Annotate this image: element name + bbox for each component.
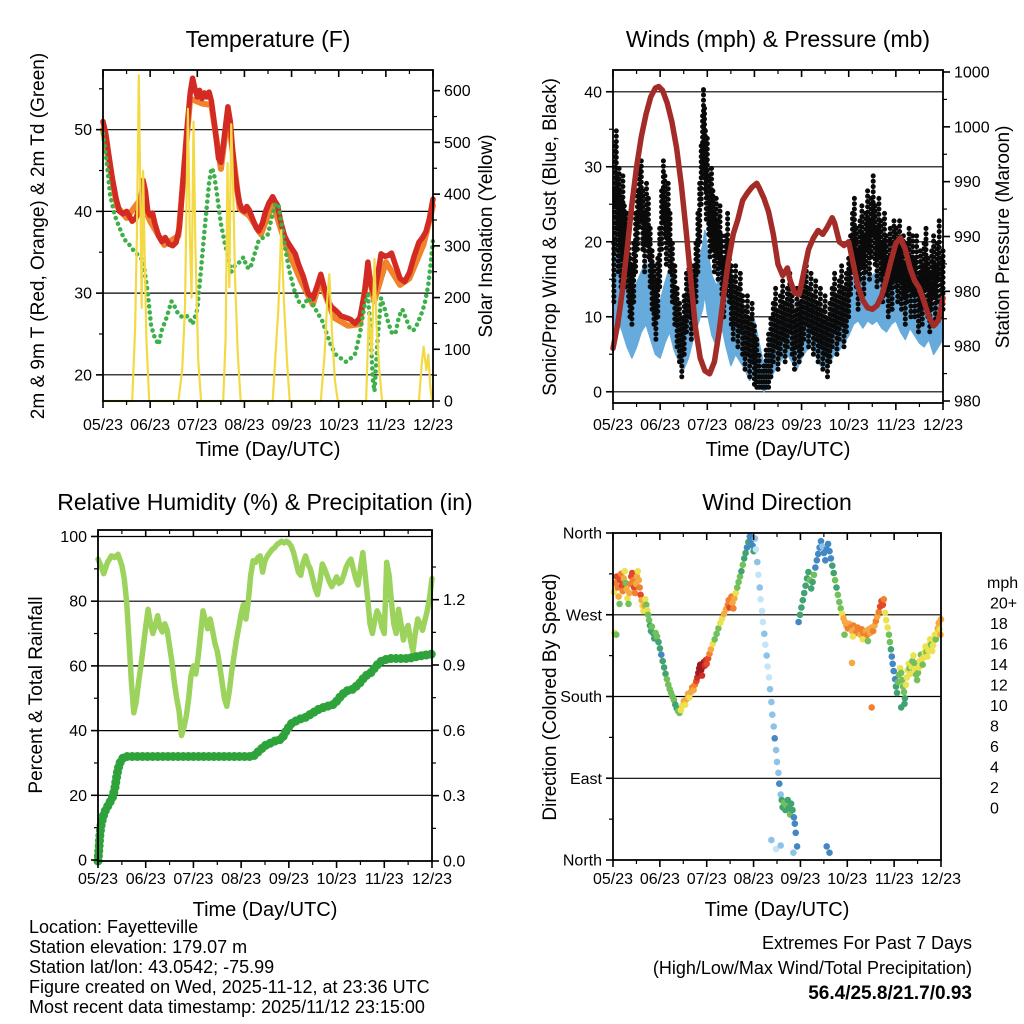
x-tick-label: 06/23 — [639, 871, 680, 888]
direction-dot — [657, 645, 664, 652]
speed-colorbar — [990, 596, 1017, 818]
direction-dot — [763, 652, 770, 659]
y2-tick-label: 1.2 — [443, 592, 466, 610]
direction-dot — [794, 843, 801, 850]
y2-tick-label: 990 — [954, 174, 981, 192]
station-latlon: Station lat/lon: 43.0542; -75.99 — [29, 957, 275, 977]
direction-dot — [768, 699, 775, 706]
direction-dot — [733, 590, 740, 597]
direction-dot — [774, 759, 781, 766]
series-t2m-red — [103, 78, 433, 323]
series-direction-dots — [611, 533, 945, 856]
y-tick-label: North — [562, 852, 602, 870]
x-tick-label: 11/23 — [876, 417, 916, 434]
direction-dot — [914, 677, 921, 684]
temperature-right-axis-label: Solar Insolation (Yellow) — [476, 134, 497, 338]
x-tick-label: 09/23 — [271, 417, 312, 434]
direction-dot — [826, 849, 833, 856]
x-tick-label: 08/23 — [224, 417, 265, 434]
colorbar-label: 14 — [990, 657, 1008, 675]
temperature-x-axis-label: Time (Day/UTC) — [195, 439, 341, 461]
x-tick-label: 11/23 — [874, 871, 914, 888]
direction-dot — [777, 842, 784, 849]
direction-dot — [919, 661, 926, 668]
x-tick-label: 05/23 — [82, 417, 124, 434]
direction-dot — [826, 548, 833, 555]
colorbar-label: 8 — [990, 718, 999, 736]
x-tick-label: 08/23 — [221, 871, 262, 888]
direction-dot — [615, 593, 622, 600]
direction-dot — [883, 617, 890, 624]
direction-dot — [894, 690, 901, 697]
humidity-precip-panel — [26, 489, 473, 921]
x-tick-label: 10/23 — [828, 417, 869, 434]
direction-dot — [865, 638, 872, 645]
direction-dot — [830, 570, 837, 577]
direction-dot — [734, 584, 741, 591]
direction-dot — [636, 584, 643, 591]
y-tick-label: 50 — [74, 122, 92, 140]
direction-dot — [823, 843, 830, 850]
colorbar-label: 10 — [990, 698, 1008, 715]
x-tick-label: 12/23 — [411, 871, 453, 888]
station-location: Location: Fayetteville — [29, 917, 199, 937]
temperature-title: Temperature (F) — [185, 26, 351, 52]
direction-dot — [889, 653, 896, 660]
direction-dot — [658, 651, 665, 658]
direction-dot — [756, 584, 763, 591]
direction-dot — [790, 849, 797, 856]
extremes-subheading: (High/Low/Max Wind/Total Precipitation) — [652, 958, 972, 978]
y2-tick-label: 200 — [444, 290, 471, 308]
direction-dot — [924, 653, 931, 660]
direction-dot — [682, 701, 689, 708]
direction-dot — [649, 623, 656, 630]
direction-dot — [792, 830, 799, 837]
direction-dot — [769, 711, 776, 718]
direction-dot — [800, 597, 807, 604]
direction-dot — [632, 590, 639, 597]
direction-dot — [811, 572, 818, 579]
y-tick-label: 80 — [69, 593, 87, 611]
direction-dot — [730, 605, 737, 612]
station-metadata — [29, 917, 430, 1017]
y-tick-label: 30 — [584, 159, 602, 177]
colorbar-label: 18 — [990, 616, 1008, 634]
y-tick-label: 60 — [69, 658, 87, 676]
direction-dot — [868, 704, 875, 711]
wind-direction-panel — [540, 489, 1018, 921]
direction-dot — [752, 535, 759, 542]
direction-dot — [829, 562, 836, 569]
y-tick-label: 40 — [69, 723, 87, 741]
humidity-plot — [60, 529, 465, 888]
direction-dot — [762, 641, 769, 648]
direction-dot — [766, 674, 773, 681]
y2-tick-label: 980 — [954, 283, 981, 301]
direction-dot — [621, 568, 628, 575]
humidity-left-axis-label: Percent & Total Rainfall — [26, 596, 47, 794]
direction-dot — [881, 596, 888, 603]
direction-dot — [887, 639, 894, 646]
x-tick-label: 07/23 — [177, 417, 218, 434]
direction-dot — [764, 663, 771, 670]
y2-tick-label: 0 — [444, 393, 453, 411]
direction-dot — [773, 747, 780, 754]
colorbar-label: 20+ — [990, 595, 1018, 613]
x-tick-label: 09/23 — [781, 417, 822, 434]
x-tick-label: 12/23 — [412, 417, 454, 434]
direction-dot — [635, 568, 642, 575]
direction-dot — [888, 646, 895, 653]
direction-dot — [903, 681, 910, 688]
direction-dot — [655, 639, 662, 646]
y-tick-label: 20 — [69, 787, 87, 805]
y-tick-label: 20 — [74, 367, 92, 385]
direction-dot — [884, 624, 891, 631]
direction-dot — [771, 735, 778, 742]
direction-dot — [791, 814, 798, 821]
direction-dot — [613, 631, 620, 638]
temperature-left-axis-label: 2m & 9m T (Red, Orange) & 2m Td (Green) — [28, 52, 49, 420]
direction-dot — [849, 660, 856, 667]
direction-dot — [767, 686, 774, 693]
winds-pressure-panel — [540, 26, 1014, 461]
direction-dot — [841, 631, 848, 638]
colorbar-label: 6 — [990, 738, 999, 756]
colorbar-title: mph — [987, 575, 1019, 592]
recent-data-timestamp: Most recent data timestamp: 2025/11/12 23:15:00 — [29, 997, 425, 1017]
winds-right-axis-label: Station Pressure (Maroon) — [993, 125, 1014, 349]
direction-dot — [636, 577, 643, 584]
direction-dot — [832, 577, 839, 584]
direction-dot — [882, 610, 889, 617]
x-tick-label: 11/23 — [364, 871, 404, 888]
direction-dot — [792, 820, 799, 827]
x-tick-label: 09/23 — [268, 871, 309, 888]
direction-dot — [776, 780, 783, 787]
direction-dot — [809, 579, 816, 586]
direction-dot — [642, 596, 649, 603]
plot-frame — [98, 530, 432, 861]
direction-dot — [789, 807, 796, 814]
x-tick-label: 06/23 — [640, 417, 681, 434]
x-tick-label: 10/23 — [316, 871, 357, 888]
y2-tick-label: 0.6 — [443, 722, 466, 740]
y2-tick-label: 400 — [444, 186, 471, 204]
y-tick-label: East — [569, 770, 602, 788]
direction-dot — [661, 664, 668, 671]
direction-dot — [870, 628, 877, 635]
x-tick-label: 05/23 — [77, 871, 119, 888]
y-tick-label: 100 — [60, 528, 87, 546]
x-tick-label: 07/23 — [173, 871, 214, 888]
humidity-title: Relative Humidity (%) & Precipitation (in) — [57, 489, 473, 515]
x-tick-label: 06/23 — [125, 871, 166, 888]
direction-dot — [616, 601, 623, 608]
y2-tick-label: 980 — [954, 338, 981, 356]
y2-tick-label: 300 — [444, 238, 471, 256]
direction-dot — [788, 800, 795, 807]
humidity-x-axis-label: Time (Day/UTC) — [192, 899, 338, 921]
direction-dot — [815, 551, 822, 558]
direction-dot — [664, 676, 671, 683]
extremes-heading: Extremes For Past 7 Days — [761, 933, 972, 953]
direction-dot — [901, 689, 908, 696]
y-tick-label: 40 — [74, 203, 92, 221]
direction-dot — [753, 546, 760, 553]
wind-direction-left-axis-label: Direction (Colored By Speed) — [540, 573, 561, 821]
x-tick-label: 10/23 — [318, 417, 359, 434]
direction-dot — [801, 590, 808, 597]
x-tick-label: 05/23 — [592, 417, 634, 434]
x-tick-label: 12/23 — [920, 871, 962, 888]
direction-dot — [929, 648, 936, 655]
colorbar-label: 12 — [990, 677, 1008, 695]
colorbar-label: 16 — [990, 636, 1008, 654]
x-tick-label: 08/23 — [733, 871, 774, 888]
direction-dot — [835, 592, 842, 599]
direction-dot — [802, 582, 809, 589]
extremes-summary — [653, 933, 972, 1004]
direction-dot — [886, 631, 893, 638]
y-tick-label: 30 — [74, 285, 92, 303]
winds-x-axis-label: Time (Day/UTC) — [705, 439, 851, 461]
x-tick-label: 07/23 — [686, 871, 727, 888]
direction-dot — [738, 568, 745, 575]
y2-tick-label: 0.0 — [443, 853, 466, 871]
winds-title: Winds (mph) & Pressure (mb) — [625, 26, 931, 52]
y2-tick-label: 600 — [444, 83, 471, 101]
direction-dot — [898, 670, 905, 677]
y2-tick-label: 980 — [954, 393, 981, 411]
colorbar-label: 4 — [990, 759, 999, 777]
y-tick-label: 40 — [584, 84, 602, 102]
temperature-plot — [74, 70, 471, 434]
direction-dot — [659, 658, 666, 665]
y-tick-label: 10 — [584, 309, 602, 327]
colorbar-label: 2 — [990, 779, 999, 797]
wind-direction-plot — [560, 526, 961, 889]
direction-dot — [775, 770, 782, 777]
x-tick-label: 11/23 — [366, 417, 406, 434]
direction-dot — [754, 559, 761, 566]
y2-tick-label: 500 — [444, 134, 471, 152]
colorbar-label: 0 — [990, 800, 999, 818]
direction-dot — [910, 652, 917, 659]
x-tick-label: 10/23 — [827, 871, 868, 888]
series-precip-darkgreen — [98, 654, 432, 861]
x-tick-label: 06/23 — [130, 417, 171, 434]
y2-tick-label: 990 — [954, 229, 981, 246]
direction-dot — [761, 631, 768, 638]
direction-dot — [812, 564, 819, 571]
direction-dot — [933, 636, 940, 643]
figure-created-timestamp: Figure created on Wed, 2025-11-12, at 23:36 UTC — [29, 977, 430, 997]
station-elevation: Station elevation: 179.07 m — [29, 937, 248, 957]
direction-dot — [915, 670, 922, 677]
y2-tick-label: 0.3 — [443, 788, 466, 806]
y-tick-label: North — [562, 525, 602, 543]
direction-dot — [825, 541, 832, 548]
direction-dot — [889, 661, 896, 668]
direction-dot — [814, 557, 821, 564]
winds-left-axis-label: Sonic/Prop Wind & Gust (Blue, Black) — [540, 78, 561, 396]
direction-dot — [770, 723, 777, 730]
y2-tick-label: 0.9 — [443, 657, 466, 675]
direction-dot — [833, 584, 840, 591]
temperature-panel — [28, 26, 497, 461]
x-tick-label: 05/23 — [592, 871, 634, 888]
x-tick-label: 07/23 — [687, 417, 728, 434]
extremes-values: 56.4/25.8/21.7/0.93 — [808, 983, 972, 1004]
direction-dot — [625, 601, 632, 608]
y2-tick-label: 1000 — [954, 119, 990, 137]
series-solar-yellow — [103, 75, 432, 401]
direction-dot — [768, 837, 775, 844]
direction-dot — [795, 619, 802, 626]
y2-tick-label: 1000 — [954, 64, 990, 82]
wind-direction-x-axis-label: Time (Day/UTC) — [704, 899, 850, 921]
direction-dot — [808, 585, 815, 592]
direction-dot — [822, 557, 829, 564]
direction-dot — [836, 599, 843, 606]
direction-dot — [699, 672, 706, 679]
direction-dot — [880, 602, 887, 609]
y-tick-label: South — [560, 689, 602, 706]
y-tick-label: West — [565, 607, 602, 625]
x-tick-label: 08/23 — [734, 417, 775, 434]
y2-tick-label: 100 — [444, 341, 471, 359]
series-rh-lightgreen — [98, 541, 432, 735]
direction-dot — [850, 633, 857, 640]
direction-dot — [798, 604, 805, 611]
direction-dot — [828, 555, 835, 562]
y-tick-label: 0 — [593, 384, 602, 402]
direction-dot — [797, 612, 804, 619]
direction-dot — [759, 608, 766, 615]
direction-dot — [760, 619, 767, 626]
direction-dot — [740, 562, 747, 569]
x-tick-label: 09/23 — [780, 871, 821, 888]
winds-plot — [584, 65, 989, 435]
direction-dot — [755, 572, 762, 579]
direction-dot — [805, 569, 812, 576]
direction-dot — [757, 596, 764, 603]
wind-direction-title: Wind Direction — [702, 489, 852, 515]
direction-dot — [742, 550, 749, 557]
direction-dot — [901, 701, 908, 708]
y-tick-label: 0 — [78, 852, 87, 870]
x-tick-label: 12/23 — [922, 417, 964, 434]
y-tick-label: 20 — [584, 234, 602, 252]
